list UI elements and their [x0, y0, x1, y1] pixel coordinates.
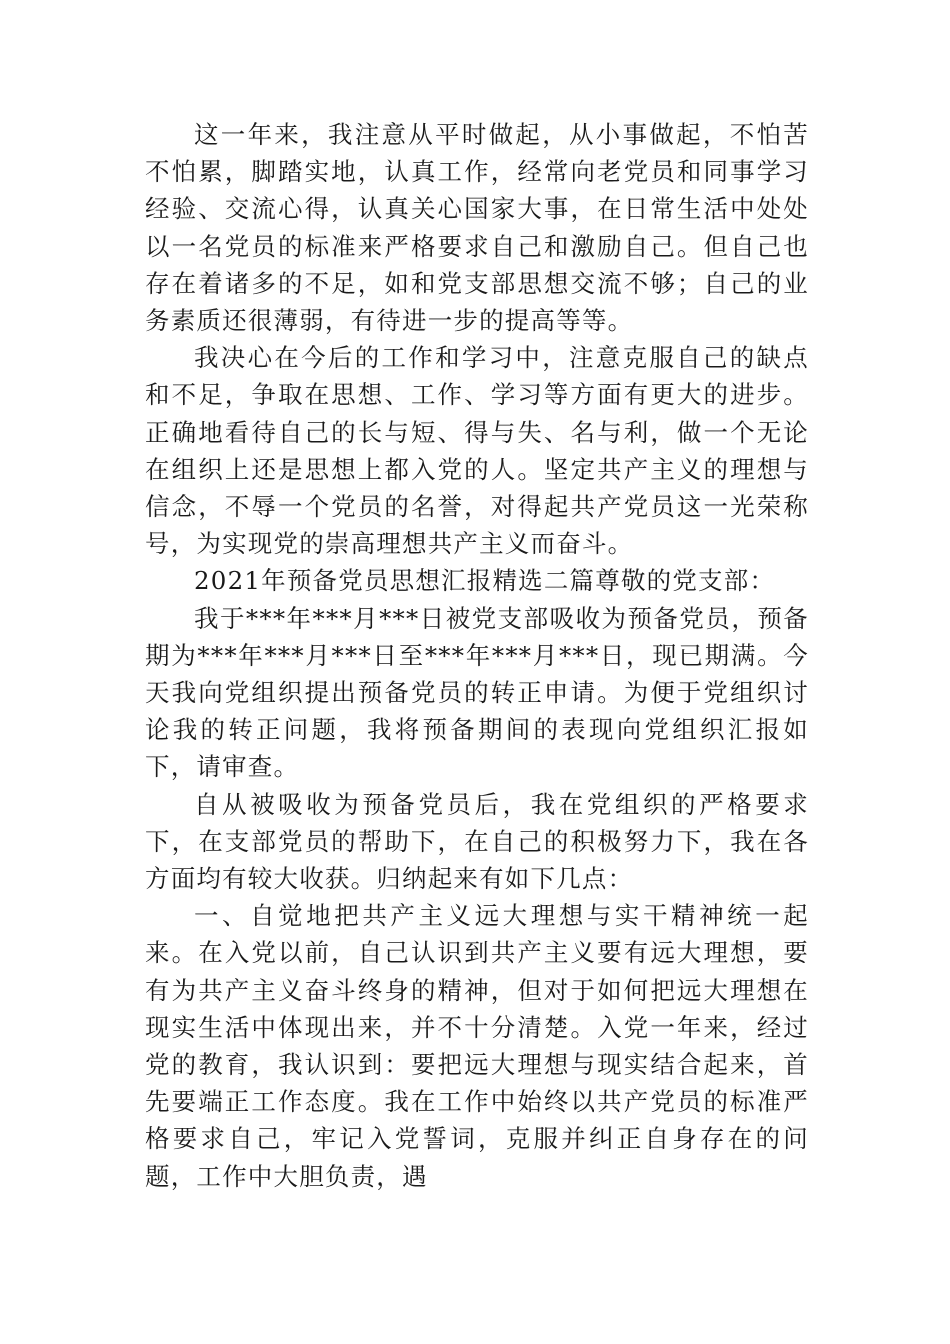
paragraph-application: 我于***年***月***日被党支部吸收为预备党员，预备期为***年***月***日至***年***月***日，现已期满。今天我向党组织提出预备党员的转正申请。为便于党组织讨论我的转正问题，我将预备期间的表现向党组织汇报如下，请审查。	[145, 603, 809, 782]
document-body	[145, 116, 809, 1195]
paragraph-gains: 自从被吸收为预备党员后，我在党组织的严格要求下，在支部党员的帮助下，在自己的积极努力下，我在各方面均有较大收获。归纳起来有如下几点：	[145, 789, 809, 894]
paragraph-heading: 2021年预备党员思想汇报精选二篇尊敬的党支部：	[194, 566, 776, 596]
paragraph-resolution: 我决心在今后的工作和学习中，注意克服自己的缺点和不足，争取在思想、工作、学习等方面有更大的进步。正确地看待自己的长与短、得与失、名与利，做一个无论在组织上还是思想上都入党的人。坚定共产主义的理想与信念，不辱一个党员的名誉，对得起共产党员这一光荣称号，为实现党的崇高理想共产主义而奋斗。	[145, 343, 809, 559]
paragraph-summary: 这一年来，我注意从平时做起，从小事做起，不怕苦不怕累，脚踏实地，认真工作，经常向老党员和同事学习经验、交流心得，认真关心国家大事，在日常生活中处处以一名党员的标准来严格要求自己和激励自己。但自己也存在着诸多的不足，如和党支部思想交流不够；自己的业务素质还很薄弱，有待进一步的提高等等。	[145, 120, 809, 336]
paragraph-point-one: 一、自觉地把共产主义远大理想与实干精神统一起来。在入党以前，自己认识到共产主义要有远大理想，要有为共产主义奋斗终身的精神，但对于如何把远大理想在现实生活中体现出来，并不十分清楚。入党一年来，经过党的教育，我认识到：要把远大理想与现实结合起来，首先要端正工作态度。我在工作中始终以共产党员的标准严格要求自己，牢记入党誓词，克服并纠正自身存在的问题，工作中大胆负责，遇	[145, 901, 809, 1191]
